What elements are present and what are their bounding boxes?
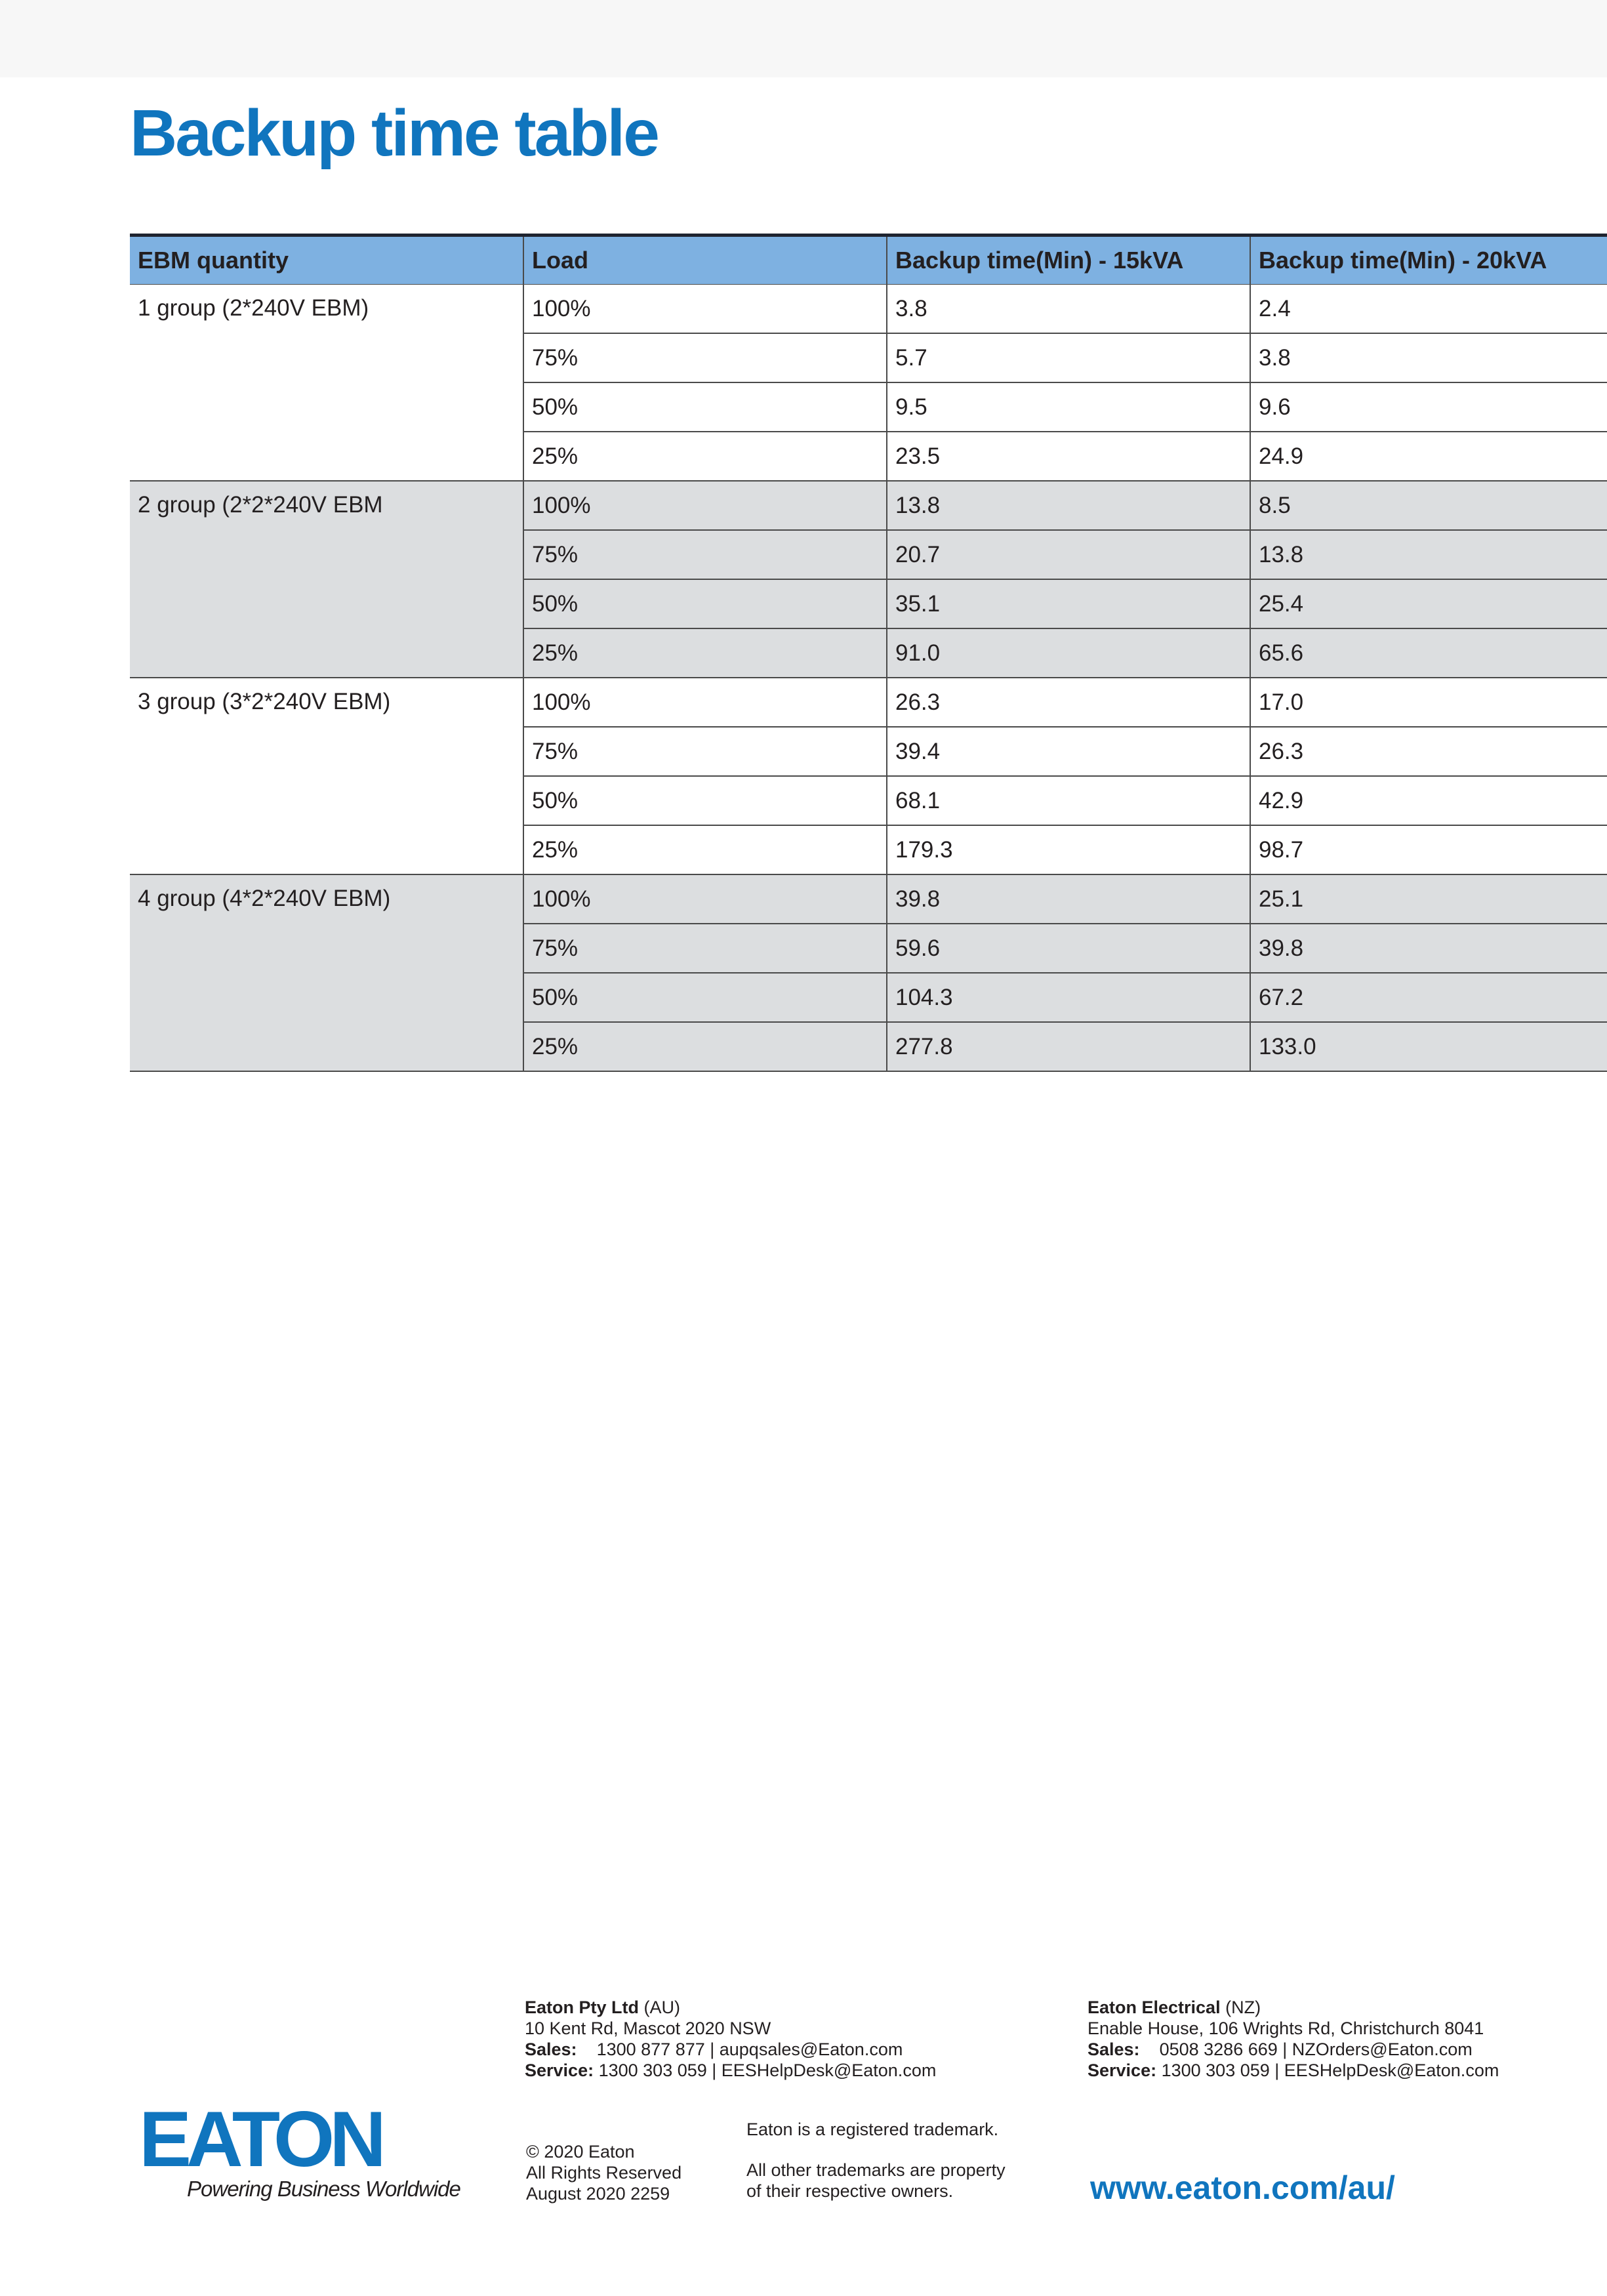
ebm-group-cell: 2 group (2*2*240V EBM <box>130 481 523 678</box>
copyright-line-2: All Rights Reserved <box>526 2163 682 2183</box>
table-row <box>130 678 1607 727</box>
au-service-value: 1300 303 059 | EESHelpDesk@Eaton.com <box>598 2060 937 2080</box>
backup-20kva-cell: 9.6 <box>1250 382 1607 432</box>
header-backup-20kva: Backup time(Min) - 20kVA <box>1250 236 1607 285</box>
ebm-group-cell: 1 group (2*240V EBM) <box>130 285 523 482</box>
backup-20kva-cell: 13.8 <box>1250 530 1607 579</box>
backup-20kva-cell: 8.5 <box>1250 481 1607 530</box>
load-cell: 100% <box>523 481 887 530</box>
backup-15kva-cell: 3.8 <box>887 285 1250 334</box>
eaton-tagline: Powering Business Worldwide <box>187 2177 460 2201</box>
table-body <box>130 285 1607 1072</box>
backup-15kva-cell: 39.8 <box>887 874 1250 924</box>
table-row <box>130 874 1607 924</box>
load-cell: 75% <box>523 530 887 579</box>
load-cell: 75% <box>523 333 887 382</box>
header-load: Load <box>523 236 887 285</box>
website-link[interactable]: www.eaton.com/au/ <box>1090 2169 1395 2206</box>
table-row <box>130 285 1607 334</box>
load-cell: 25% <box>523 628 887 678</box>
au-service-label: Service: <box>525 2060 594 2080</box>
nz-region: (NZ) <box>1220 1998 1261 2017</box>
nz-company: Eaton Electrical <box>1088 1998 1221 2017</box>
top-band <box>0 0 1607 77</box>
page-title: Backup time table <box>130 96 658 170</box>
backup-15kva-cell: 277.8 <box>887 1022 1250 1071</box>
backup-15kva-cell: 35.1 <box>887 579 1250 628</box>
backup-15kva-cell: 104.3 <box>887 973 1250 1022</box>
load-cell: 75% <box>523 727 887 776</box>
load-cell: 25% <box>523 432 887 481</box>
backup-20kva-cell: 2.4 <box>1250 285 1607 334</box>
load-cell: 75% <box>523 924 887 973</box>
backup-15kva-cell: 23.5 <box>887 432 1250 481</box>
trademark-block <box>746 2119 1006 2202</box>
au-sales-label: Sales: <box>525 2040 577 2059</box>
backup-15kva-cell: 13.8 <box>887 481 1250 530</box>
backup-20kva-cell: 26.3 <box>1250 727 1607 776</box>
footer-contact-nz <box>1088 1997 1499 2081</box>
load-cell: 50% <box>523 579 887 628</box>
ebm-group-cell: 4 group (4*2*240V EBM) <box>130 874 523 1071</box>
nz-sales-value: 0508 3286 669 | NZOrders@Eaton.com <box>1159 2040 1473 2059</box>
footer-contact-au <box>525 1997 936 2081</box>
backup-20kva-cell: 65.6 <box>1250 628 1607 678</box>
eaton-logo-text: EATON <box>139 2106 381 2183</box>
copyright-block <box>526 2141 681 2204</box>
nz-address: Enable House, 106 Wrights Rd, Christchurch 8041 <box>1088 2019 1484 2038</box>
backup-20kva-cell: 3.8 <box>1250 333 1607 382</box>
copyright-line-3: August 2020 2259 <box>526 2184 670 2204</box>
backup-15kva-cell: 26.3 <box>887 678 1250 727</box>
au-sales-value: 1300 877 877 | aupqsales@Eaton.com <box>596 2040 903 2059</box>
load-cell: 50% <box>523 973 887 1022</box>
load-cell: 100% <box>523 285 887 334</box>
backup-15kva-cell: 5.7 <box>887 333 1250 382</box>
nz-sales-label: Sales: <box>1088 2040 1140 2059</box>
header-ebm-quantity: EBM quantity <box>130 236 523 285</box>
load-cell: 100% <box>523 874 887 924</box>
trademark-line-1: Eaton is a registered trademark. <box>746 2120 999 2139</box>
backup-15kva-cell: 179.3 <box>887 825 1250 874</box>
backup-20kva-cell: 67.2 <box>1250 973 1607 1022</box>
au-company: Eaton Pty Ltd <box>525 1998 639 2017</box>
backup-20kva-cell: 25.1 <box>1250 874 1607 924</box>
nz-service-label: Service: <box>1088 2060 1157 2080</box>
backup-20kva-cell: 17.0 <box>1250 678 1607 727</box>
copyright-line-1: © 2020 Eaton <box>526 2142 635 2162</box>
header-backup-15kva: Backup time(Min) - 15kVA <box>887 236 1250 285</box>
backup-20kva-cell: 98.7 <box>1250 825 1607 874</box>
backup-15kva-cell: 91.0 <box>887 628 1250 678</box>
load-cell: 100% <box>523 678 887 727</box>
trademark-line-2: All other trademarks are property <box>746 2160 1006 2180</box>
au-region: (AU) <box>639 1998 680 2017</box>
backup-20kva-cell: 25.4 <box>1250 579 1607 628</box>
load-cell: 25% <box>523 1022 887 1071</box>
backup-15kva-cell: 68.1 <box>887 776 1250 825</box>
backup-15kva-cell: 20.7 <box>887 530 1250 579</box>
backup-15kva-cell: 9.5 <box>887 382 1250 432</box>
backup-15kva-cell: 39.4 <box>887 727 1250 776</box>
table-header-row <box>130 236 1607 285</box>
nz-service-value: 1300 303 059 | EESHelpDesk@Eaton.com <box>1161 2060 1499 2080</box>
ebm-group-cell: 3 group (3*2*240V EBM) <box>130 678 523 874</box>
trademark-line-3: of their respective owners. <box>746 2181 954 2201</box>
backup-time-table-container <box>130 234 1607 1072</box>
backup-time-table <box>130 234 1607 1072</box>
backup-20kva-cell: 24.9 <box>1250 432 1607 481</box>
backup-15kva-cell: 59.6 <box>887 924 1250 973</box>
backup-20kva-cell: 39.8 <box>1250 924 1607 973</box>
load-cell: 50% <box>523 776 887 825</box>
au-address: 10 Kent Rd, Mascot 2020 NSW <box>525 2019 771 2038</box>
load-cell: 25% <box>523 825 887 874</box>
backup-20kva-cell: 133.0 <box>1250 1022 1607 1071</box>
backup-20kva-cell: 42.9 <box>1250 776 1607 825</box>
load-cell: 50% <box>523 382 887 432</box>
table-row <box>130 481 1607 530</box>
